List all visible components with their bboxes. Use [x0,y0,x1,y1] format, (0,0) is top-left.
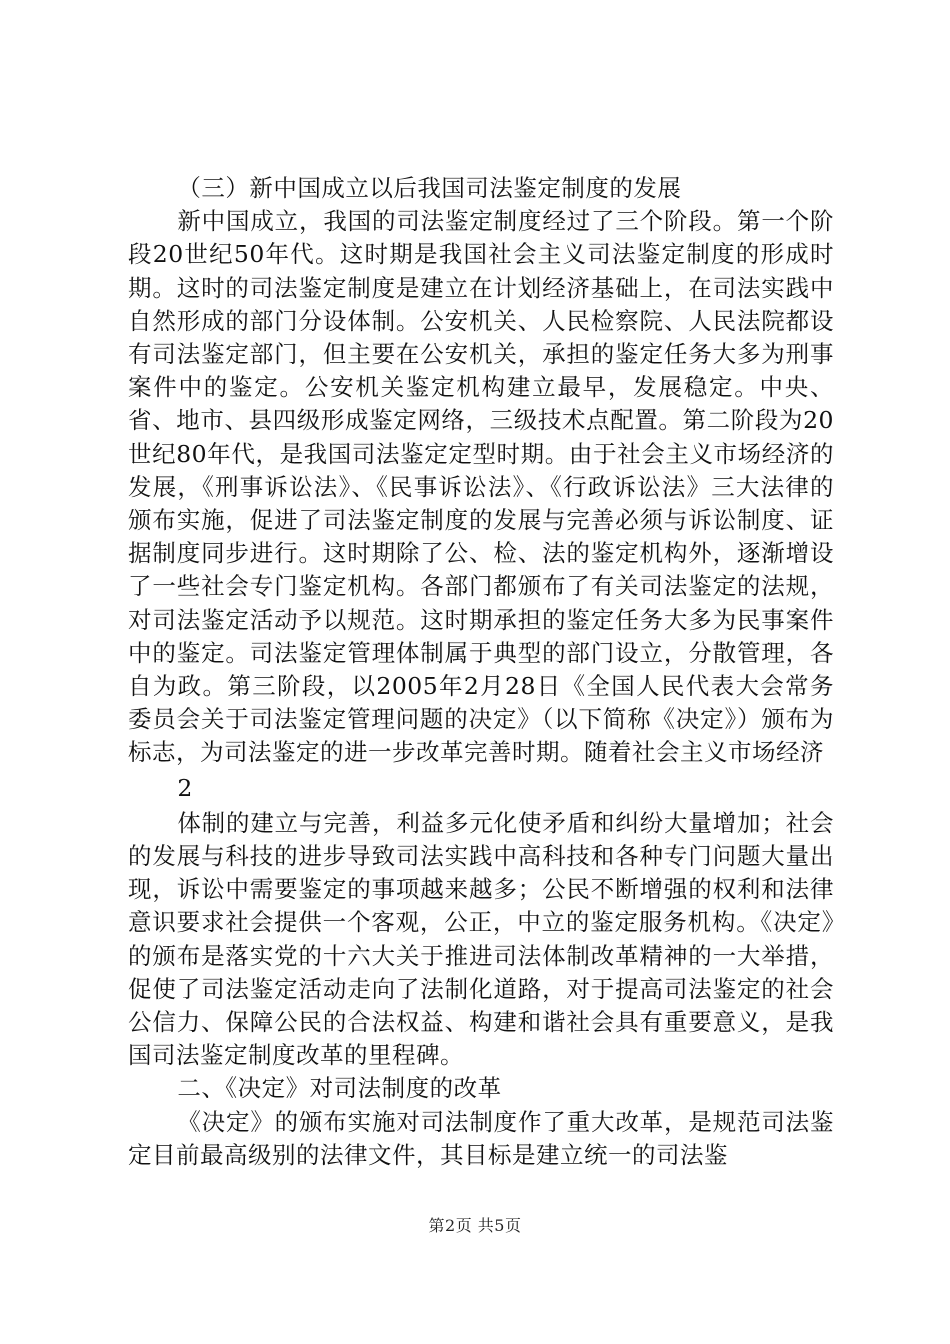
section-heading: 二、《决定》对司法制度的改革 [177,1074,502,1103]
paragraph: 新中国成立，我国的司法鉴定制度经过了三个阶段。第一个阶段20世纪50年代。这时期是我国社会主义司法鉴定制度的形成时期。这时的司法鉴定制度是建立在计划经济基础上，在司法实践中自然形成的部门分设体制。公安机关、人民检察院、人民法院都设有司法鉴定部门，但主要在公安机关，承担的鉴定任务大多为刑事案件中的鉴定。公安机关鉴定机构建立最早，发展稳定。中央、省、地市、县四级形成鉴定网络，三级技术点配置。第二阶段为20世纪80年代，是我国司法鉴定定型时期。由于社会主义市场经济的发展，《刑事诉讼法》、《民事诉讼法》、《行政诉讼法》三大法律的颁布实施，促进了司法鉴定制度的发展与完善必须与诉讼制度、证据制度同步进行。这时期除了公、检、法的鉴定机构外，逐渐增设了一些社会专门鉴定机构。各部门都颁布了有关司法鉴定的法规，对司法鉴定活动予以规范。这时期承担的鉴定任务大多为民事案件中的鉴定。司法鉴定管理体制属于典型的部门设立，分散管理，各自为政。第三阶段，以2005年2月28日《全国人民代表大会常务委员会关于司法鉴定管理问题的决定》（以下简称《决定》）颁布为标志，为司法鉴定的进一步改革完善时期。随着社会主义市场经济 [128,207,834,767]
document-body [128,172,834,1172]
paragraph: 《决定》的颁布实施对司法制度作了重大改革，是规范司法鉴定目前最高级别的法律文件，其目标是建立统一的司法鉴 [128,1107,834,1169]
page-footer: 第2页 共5页 [428,1216,522,1235]
paragraph: 体制的建立与完善，利益多元化使矛盾和纠纷大量增加；社会的发展与科技的进步导致司法实践中高科技和各种专门问题大量出现，诉讼中需要鉴定的事项越来越多；公民不断增强的权利和法律意识要求社会提供一个客观，公正，中立的鉴定服务机构。《决定》的颁布是落实党的十六大关于推进司法体制改革精神的一大举措，促使了司法鉴定活动走向了法制化道路，对于提高司法鉴定的社会公信力、保障公民的合法权益、构建和谐社会具有重要意义，是我国司法鉴定制度改革的里程碑。 [128,808,834,1070]
inline-page-number: 2 [177,773,193,802]
section-heading: （三）新中国成立以后我国司法鉴定制度的发展 [177,174,682,202]
